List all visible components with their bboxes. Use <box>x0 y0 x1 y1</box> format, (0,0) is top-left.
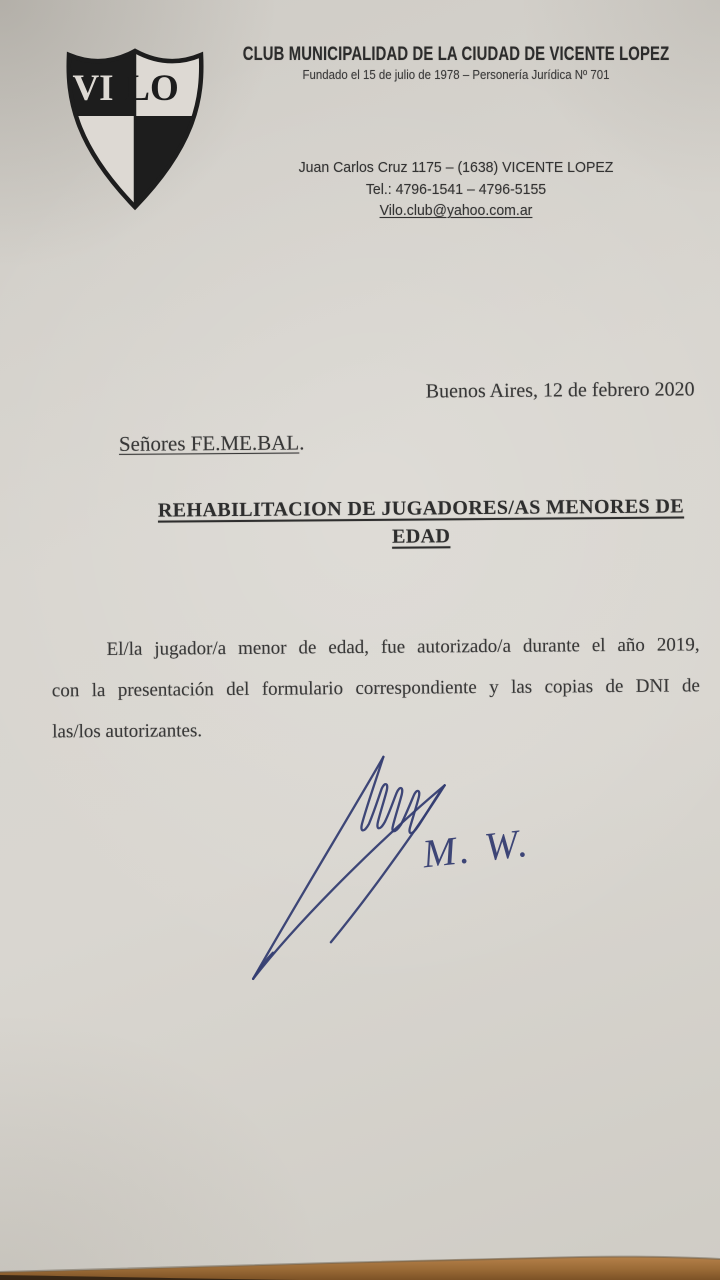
body-paragraph-line1: El/la jugador/a menor de edad, fue autorizado/a durante el año 2019, <box>106 634 700 660</box>
date-line: Buenos Aires, 12 de febrero 2020 <box>425 378 695 403</box>
signature <box>225 738 557 1001</box>
recipient-name: Señores FE.ME.BAL <box>118 430 300 456</box>
subject-title-line1: REHABILITACION DE JUGADORES/AS MENORES DE <box>157 495 685 522</box>
signature-stroke <box>251 757 385 979</box>
subject-title <box>138 493 703 552</box>
table-surface <box>0 1245 720 1280</box>
founded-line: Fundado el 15 de julio de 1978 – Personería Jurídica Nº 701 <box>302 67 610 82</box>
recipient-punctuation: . <box>299 430 305 455</box>
body-paragraph-line2: con la presentación del formulario correspondiente y las copias de DNI de <box>51 675 700 702</box>
signature-initials: M. W. <box>420 819 533 877</box>
body-paragraph-line3: las/los autorizantes. <box>52 720 203 743</box>
club-name: CLUB MUNICIPALIDAD DE LA CIUDAD DE VICENTE LOPEZ <box>242 44 670 65</box>
recipient-line <box>119 430 305 456</box>
email-address: Vilo.club@yahoo.com.ar <box>379 202 533 219</box>
phone-line: Tel.: 4796-1541 – 4796-5155 <box>365 180 547 198</box>
address-line: Juan Carlos Cruz 1175 – (1638) VICENTE LOPEZ <box>298 159 614 176</box>
logo-text-lo: LO <box>125 68 179 109</box>
logo-text-vi: VI <box>72 68 114 109</box>
subject-title-line2: EDAD <box>391 524 451 548</box>
